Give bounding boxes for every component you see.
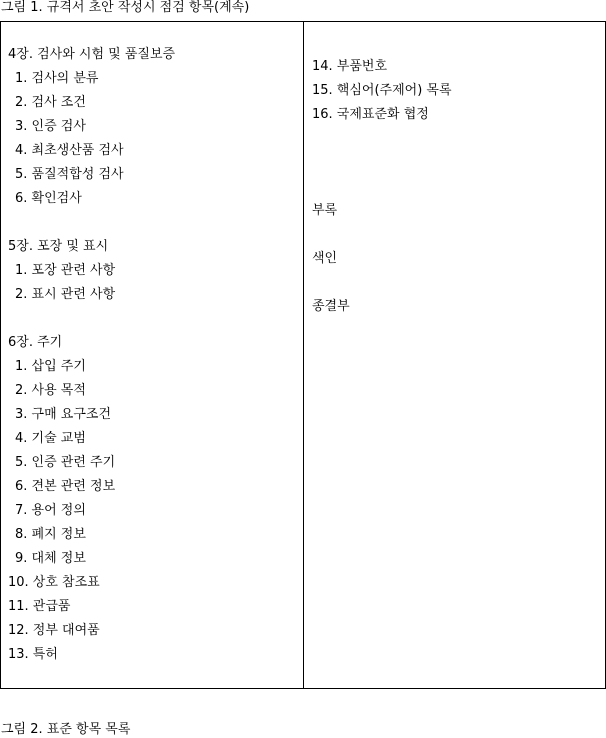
list-item: 14. 부품번호 xyxy=(312,59,388,74)
list-item: 8. 폐지 정보 xyxy=(15,527,86,542)
checklist-table xyxy=(0,21,606,689)
column-divider xyxy=(303,22,304,688)
list-item: 1. 포장 관련 사항 xyxy=(15,263,116,278)
list-item: 3. 구매 요구조건 xyxy=(15,407,112,422)
list-item: 16. 국제표준화 협정 xyxy=(312,107,429,122)
list-item: 2. 검사 조건 xyxy=(15,95,86,110)
list-item: 5. 인증 관련 주기 xyxy=(15,455,116,470)
list-item: 11. 관급품 xyxy=(8,599,71,614)
appendix-heading: 부록 xyxy=(312,203,338,218)
end-matter-heading: 종결부 xyxy=(312,299,350,314)
list-item: 9. 대체 정보 xyxy=(15,551,86,566)
list-item: 1. 삽입 주기 xyxy=(15,359,86,374)
list-item: 10. 상호 참조표 xyxy=(8,575,100,590)
figure-caption-bottom: 그림 2. 표준 항목 목록 xyxy=(1,722,131,737)
list-item: 4. 기술 교범 xyxy=(15,431,86,446)
list-item: 15. 핵심어(주제어) 목록 xyxy=(312,83,452,98)
list-item: 1. 검사의 분류 xyxy=(15,71,99,86)
left-column xyxy=(8,43,175,667)
list-item: 13. 특허 xyxy=(8,647,58,662)
list-item: 5. 품질적합성 검사 xyxy=(15,167,124,182)
list-item: 6. 확인검사 xyxy=(15,191,82,206)
list-item: 2. 사용 목적 xyxy=(15,383,86,398)
list-item: 12. 정부 대여품 xyxy=(8,623,100,638)
section-heading-6: 6장. 주기 xyxy=(8,335,63,350)
right-column xyxy=(312,55,452,319)
section-heading-4: 4장. 검사와 시험 및 품질보증 xyxy=(8,47,176,62)
list-item: 6. 견본 관련 정보 xyxy=(15,479,116,494)
index-heading: 색인 xyxy=(312,251,338,266)
list-item: 7. 용어 정의 xyxy=(15,503,86,518)
list-item: 2. 표시 관련 사항 xyxy=(15,287,116,302)
section-heading-5: 5장. 포장 및 표시 xyxy=(8,239,109,254)
list-item: 4. 최초생산품 검사 xyxy=(15,143,124,158)
list-item: 3. 인증 검사 xyxy=(15,119,86,134)
figure-caption-top: 그림 1. 규격서 초안 작성시 점검 항목(계속) xyxy=(1,0,250,15)
